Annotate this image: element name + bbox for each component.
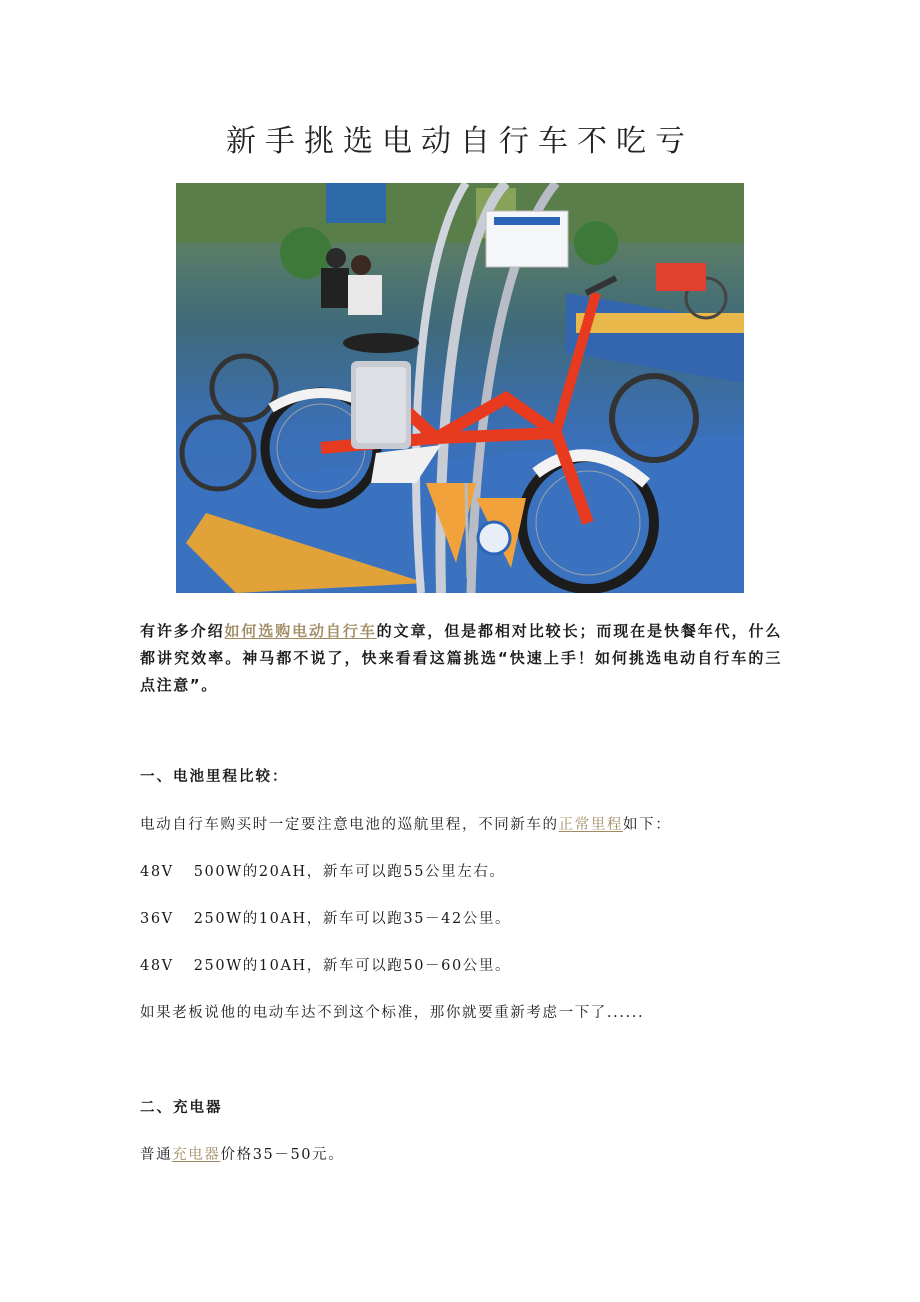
intro-text-before: 有许多介绍 — [140, 622, 225, 640]
normal-mileage-link[interactable]: 正常里程 — [558, 817, 624, 833]
mileage-text-before: 电动自行车购买时一定要注意电池的巡航里程，不同新车的 — [140, 817, 559, 833]
spec-voltage: 48V — [140, 864, 174, 880]
charger-price-line — [140, 1143, 782, 1164]
electric-bicycle-photo — [176, 183, 744, 593]
section1-heading: 一、电池里程比较： — [140, 769, 289, 785]
intro-paragraph — [140, 618, 782, 699]
charger-text-after: 价格35－50元。 — [220, 1147, 345, 1163]
section2-heading: 二、充电器 — [140, 1100, 223, 1116]
mileage-text-after: 如下： — [623, 817, 672, 833]
section1-closing: 如果老板说他的电动车达不到这个标准，那你就要重新考虑一下了...... — [140, 1005, 645, 1021]
document-title: 新手挑选电动自行车不吃亏 — [226, 124, 694, 159]
how-to-buy-link[interactable]: 如何选购电动自行车 — [224, 622, 377, 640]
spec-detail: 250W的10AH，新车可以跑50－60公里。 — [193, 958, 512, 974]
charger-link[interactable]: 充电器 — [172, 1147, 221, 1163]
spec-row — [140, 860, 782, 881]
mileage-intro-line — [140, 813, 782, 834]
spec-voltage: 48V — [140, 958, 174, 974]
charger-text-before: 普通 — [140, 1147, 173, 1163]
spec-detail: 250W的10AH，新车可以跑35－42公里。 — [193, 911, 512, 927]
spec-row — [140, 954, 782, 975]
intro-text-after: 的文章，但是都相对比较长；而现在是快餐年代，什么都讲究效率。神马都不说了，快来看看这篇挑选“快速上手！如何挑选电动自行车的三点注意”。 — [140, 622, 782, 694]
spec-detail: 500W的20AH，新车可以跑55公里左右。 — [193, 864, 506, 880]
spec-voltage: 36V — [140, 911, 174, 927]
spec-row — [140, 907, 782, 928]
